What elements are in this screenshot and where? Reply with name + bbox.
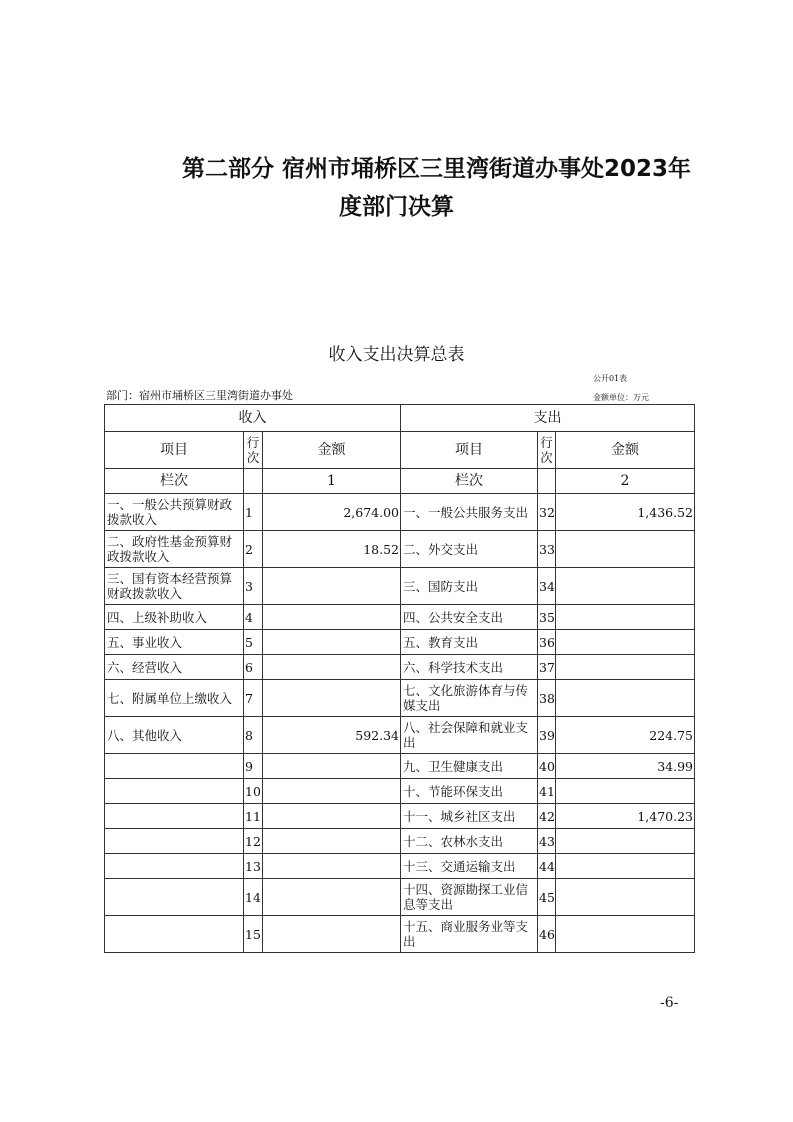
- table-row: [105, 568, 695, 605]
- income-row-number: 11: [244, 804, 263, 829]
- income-item: 六、经营收入: [105, 655, 244, 680]
- expense-header: 支出: [401, 405, 695, 432]
- table-row: [105, 531, 695, 568]
- income-amount: [263, 916, 401, 953]
- expense-item: 三、国防支出: [401, 568, 538, 605]
- expense-row-number: 41: [538, 779, 556, 804]
- expense-amount: [556, 680, 695, 717]
- table-row: [105, 779, 695, 804]
- expense-rowno-header: 行次: [538, 432, 556, 469]
- expense-item: 十、节能环保支出: [401, 779, 538, 804]
- income-row-number: 10: [244, 779, 263, 804]
- income-item: 四、上级补助收入: [105, 605, 244, 630]
- income-amount: [263, 804, 401, 829]
- expense-row-number: 45: [538, 879, 556, 916]
- income-rowno-header: 行次: [244, 432, 263, 469]
- income-amount: 2,674.00: [263, 494, 401, 531]
- department-label: 部门：宿州市埇桥区三里湾街道办事处: [106, 389, 293, 402]
- expense-row-number: 36: [538, 630, 556, 655]
- expense-item: 八、社会保障和就业支出: [401, 717, 538, 754]
- expense-amount: 34.99: [556, 754, 695, 779]
- income-amount: [263, 568, 401, 605]
- table-row: [105, 494, 695, 531]
- page-number: -6-: [660, 995, 679, 1011]
- expense-amount: [556, 568, 695, 605]
- expense-row-number: 46: [538, 916, 556, 953]
- income-amount: [263, 680, 401, 717]
- income-item: 二、政府性基金预算财政拨款收入: [105, 531, 244, 568]
- unit-label: 金额单位：万元: [593, 393, 649, 402]
- expense-amount: [556, 879, 695, 916]
- income-amount: [263, 829, 401, 854]
- income-row-number: 8: [244, 717, 263, 754]
- income-column-number: 1: [263, 469, 401, 494]
- expense-amount: [556, 655, 695, 680]
- income-item: [105, 779, 244, 804]
- income-amount: [263, 879, 401, 916]
- expense-amount: 224.75: [556, 717, 695, 754]
- document-title-line2: 度部门决算: [339, 194, 454, 220]
- expense-column-label: 栏次: [401, 469, 538, 494]
- income-item: 一、一般公共预算财政拨款收入: [105, 494, 244, 531]
- expense-amount: [556, 779, 695, 804]
- expense-item: 十二、农林水支出: [401, 829, 538, 854]
- income-row-number: 14: [244, 879, 263, 916]
- income-amount: [263, 605, 401, 630]
- expense-row-number: 38: [538, 680, 556, 717]
- income-row-number: 3: [244, 568, 263, 605]
- table-title: 收入支出决算总表: [328, 345, 465, 365]
- table-row: [105, 829, 695, 854]
- expense-row-number: 35: [538, 605, 556, 630]
- expense-item: 六、科学技术支出: [401, 655, 538, 680]
- expense-item: 九、卫生健康支出: [401, 754, 538, 779]
- expense-row-number: 43: [538, 829, 556, 854]
- income-item: 五、事业收入: [105, 630, 244, 655]
- income-item: [105, 754, 244, 779]
- income-amount: 18.52: [263, 531, 401, 568]
- table-row: [105, 916, 695, 953]
- expense-row-number: 39: [538, 717, 556, 754]
- expense-item: 一、一般公共服务支出: [401, 494, 538, 531]
- income-row-number: 4: [244, 605, 263, 630]
- table-row: [105, 854, 695, 879]
- expense-amount: [556, 605, 695, 630]
- expense-item: 十五、商业服务业等支出: [401, 916, 538, 953]
- expense-amount: 1,470.23: [556, 804, 695, 829]
- document-title-line1: 第二部分 宿州市埇桥区三里湾街道办事处2023年: [181, 156, 692, 182]
- income-amount: 592.34: [263, 717, 401, 754]
- expense-amount: 1,436.52: [556, 494, 695, 531]
- expense-item: 五、教育支出: [401, 630, 538, 655]
- expense-amount-header: 金额: [556, 432, 695, 469]
- income-amount: [263, 779, 401, 804]
- income-item: [105, 804, 244, 829]
- expense-row-number: 37: [538, 655, 556, 680]
- expense-amount: [556, 829, 695, 854]
- income-header: 收入: [105, 405, 401, 432]
- income-expense-table: [104, 404, 695, 953]
- expense-amount: [556, 531, 695, 568]
- expense-row-number: 42: [538, 804, 556, 829]
- income-row-number: 12: [244, 829, 263, 854]
- income-item: [105, 829, 244, 854]
- income-item: [105, 854, 244, 879]
- expense-item: 十四、资源勘探工业信息等支出: [401, 879, 538, 916]
- expense-item: 七、文化旅游体育与传媒支出: [401, 680, 538, 717]
- income-row-number: 15: [244, 916, 263, 953]
- income-row-number: 2: [244, 531, 263, 568]
- income-amount: [263, 754, 401, 779]
- income-amount: [263, 854, 401, 879]
- income-item: 八、其他收入: [105, 717, 244, 754]
- income-item: [105, 879, 244, 916]
- table-row: [105, 879, 695, 916]
- table-row: [105, 680, 695, 717]
- expense-item: 四、公共安全支出: [401, 605, 538, 630]
- income-item: 三、国有资本经营预算财政拨款收入: [105, 568, 244, 605]
- income-amount-header: 金额: [263, 432, 401, 469]
- income-row-number: 6: [244, 655, 263, 680]
- table-row: [105, 717, 695, 754]
- income-amount: [263, 655, 401, 680]
- income-column-label: 栏次: [105, 469, 244, 494]
- income-row-number: 5: [244, 630, 263, 655]
- table-row: [105, 754, 695, 779]
- income-item: 七、附属单位上缴收入: [105, 680, 244, 717]
- table-row: [105, 804, 695, 829]
- table-row: [105, 630, 695, 655]
- expense-amount: [556, 854, 695, 879]
- expense-item: 十三、交通运输支出: [401, 854, 538, 879]
- expense-amount: [556, 630, 695, 655]
- income-item: [105, 916, 244, 953]
- form-code: 公开01表: [593, 374, 628, 383]
- income-row-number: 13: [244, 854, 263, 879]
- expense-item: 十一、城乡社区支出: [401, 804, 538, 829]
- expense-row-number: 40: [538, 754, 556, 779]
- income-row-number: 1: [244, 494, 263, 531]
- expense-row-number: 44: [538, 854, 556, 879]
- income-amount: [263, 630, 401, 655]
- income-item-header: 项目: [105, 432, 244, 469]
- expense-item: 二、外交支出: [401, 531, 538, 568]
- income-row-number: 7: [244, 680, 263, 717]
- expense-row-number: 34: [538, 568, 556, 605]
- table-row: [105, 605, 695, 630]
- income-row-number: 9: [244, 754, 263, 779]
- expense-row-number: 32: [538, 494, 556, 531]
- table-row: [105, 655, 695, 680]
- expense-amount: [556, 916, 695, 953]
- expense-column-number: 2: [556, 469, 695, 494]
- expense-item-header: 项目: [401, 432, 538, 469]
- expense-row-number: 33: [538, 531, 556, 568]
